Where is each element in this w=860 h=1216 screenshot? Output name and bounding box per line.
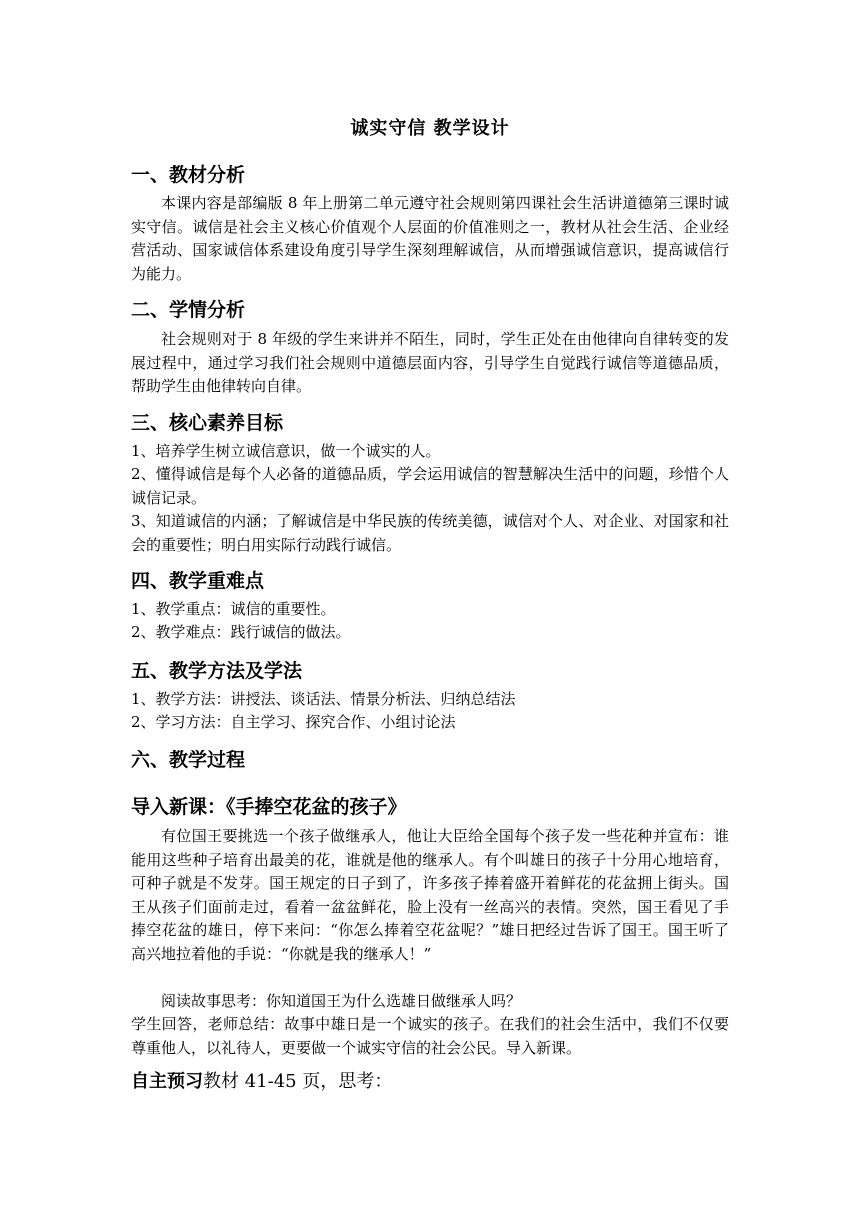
- intro-question: 阅读故事思考：你知道国王为什么选雄日做继承人吗？: [161, 992, 522, 1010]
- section-heading-methods: 五、教学方法及学法: [131, 660, 303, 682]
- intro-heading: 导入新课：《手捧空花盆的孩子》: [131, 796, 407, 818]
- key-point-item: 1、教学重点：诚信的重要性。: [131, 600, 336, 618]
- preview-line: [131, 1067, 392, 1093]
- document-title: 诚实守信 教学设计: [350, 118, 510, 139]
- goal-item: 1、培养学生树立诚信意识，做一个诚实的人。: [131, 442, 441, 460]
- intro-story: 有位国王要挑选一个孩子做继承人，他让大臣给全国每个孩子发一些花种并宣布：谁能用这些种子培育出最美的花，谁就是他的继承人。有个叫雄日的孩子十分用心地培育，可种子就是不发芽。国王规定的日子到了，许多孩子捧着盛开着鲜花的花盆拥上街头。国王从孩子们面前走过，看着一盆盆鲜花，脸上没有一丝高兴的表情。突然，国王看见了手捧空花盆的雄日，停下来问：“你怎么捧着空花盆呢？”雄日把经过告诉了国王。国王听了高兴地拉着他的手说：“你就是我的继承人！”: [131, 827, 729, 963]
- section-heading-student-analysis: 二、学情分析: [131, 299, 246, 321]
- key-point-item: 2、教学难点：践行诚信的做法。: [131, 623, 351, 641]
- section-body-textbook-analysis: 本课内容是部编版 8 年上册第二单元遵守社会规则第四课社会生活讲道德第三课时诚实守信。诚信是社会主义核心价值观个人层面的价值准则之一，教材从社会生活、企业经营活动、国家诚信体系建设角度引导学生深刻理解诚信，从而增强诚信意识，提高诚信行为能力。: [131, 194, 729, 283]
- section-heading-textbook-analysis: 一、教材分析: [131, 164, 246, 186]
- intro-summary: 学生回答，老师总结：故事中雄日是一个诚实的孩子。在我们的社会生活中，我们不仅要尊重他人，以礼待人，更要做一个诚实守信的社会公民。导入新课。: [131, 1015, 729, 1057]
- preview-label: 自主预习: [131, 1071, 203, 1092]
- goal-item: 2、懂得诚信是每个人必备的道德品质，学会运用诚信的智慧解决生活中的问题，珍惜个人诚信记录。: [131, 465, 729, 507]
- method-item: 1、教学方法：讲授法、谈话法、情景分析法、归纳总结法: [131, 690, 516, 708]
- section-heading-process: 六、教学过程: [131, 749, 246, 771]
- method-item: 2、学习方法：自主学习、探究合作、小组讨论法: [131, 713, 456, 731]
- preview-text: 教材 41-45 页，思考：: [203, 1071, 393, 1092]
- goal-item: 3、知道诚信的内涵；了解诚信是中华民族的传统美德，诚信对个人、对企业、对国家和社会的重要性；明白用实际行动践行诚信。: [131, 512, 729, 554]
- section-heading-key-points: 四、教学重难点: [131, 570, 265, 592]
- section-heading-core-goals: 三、核心素养目标: [131, 412, 284, 434]
- section-body-student-analysis: 社会规则对于 8 年级的学生来讲并不陌生，同时，学生正处在由他律向自律转变的发展过程中，通过学习我们社会规则中道德层面内容，引导学生自觉践行诚信等道德品质，帮助学生由他律转向自律。: [131, 330, 729, 395]
